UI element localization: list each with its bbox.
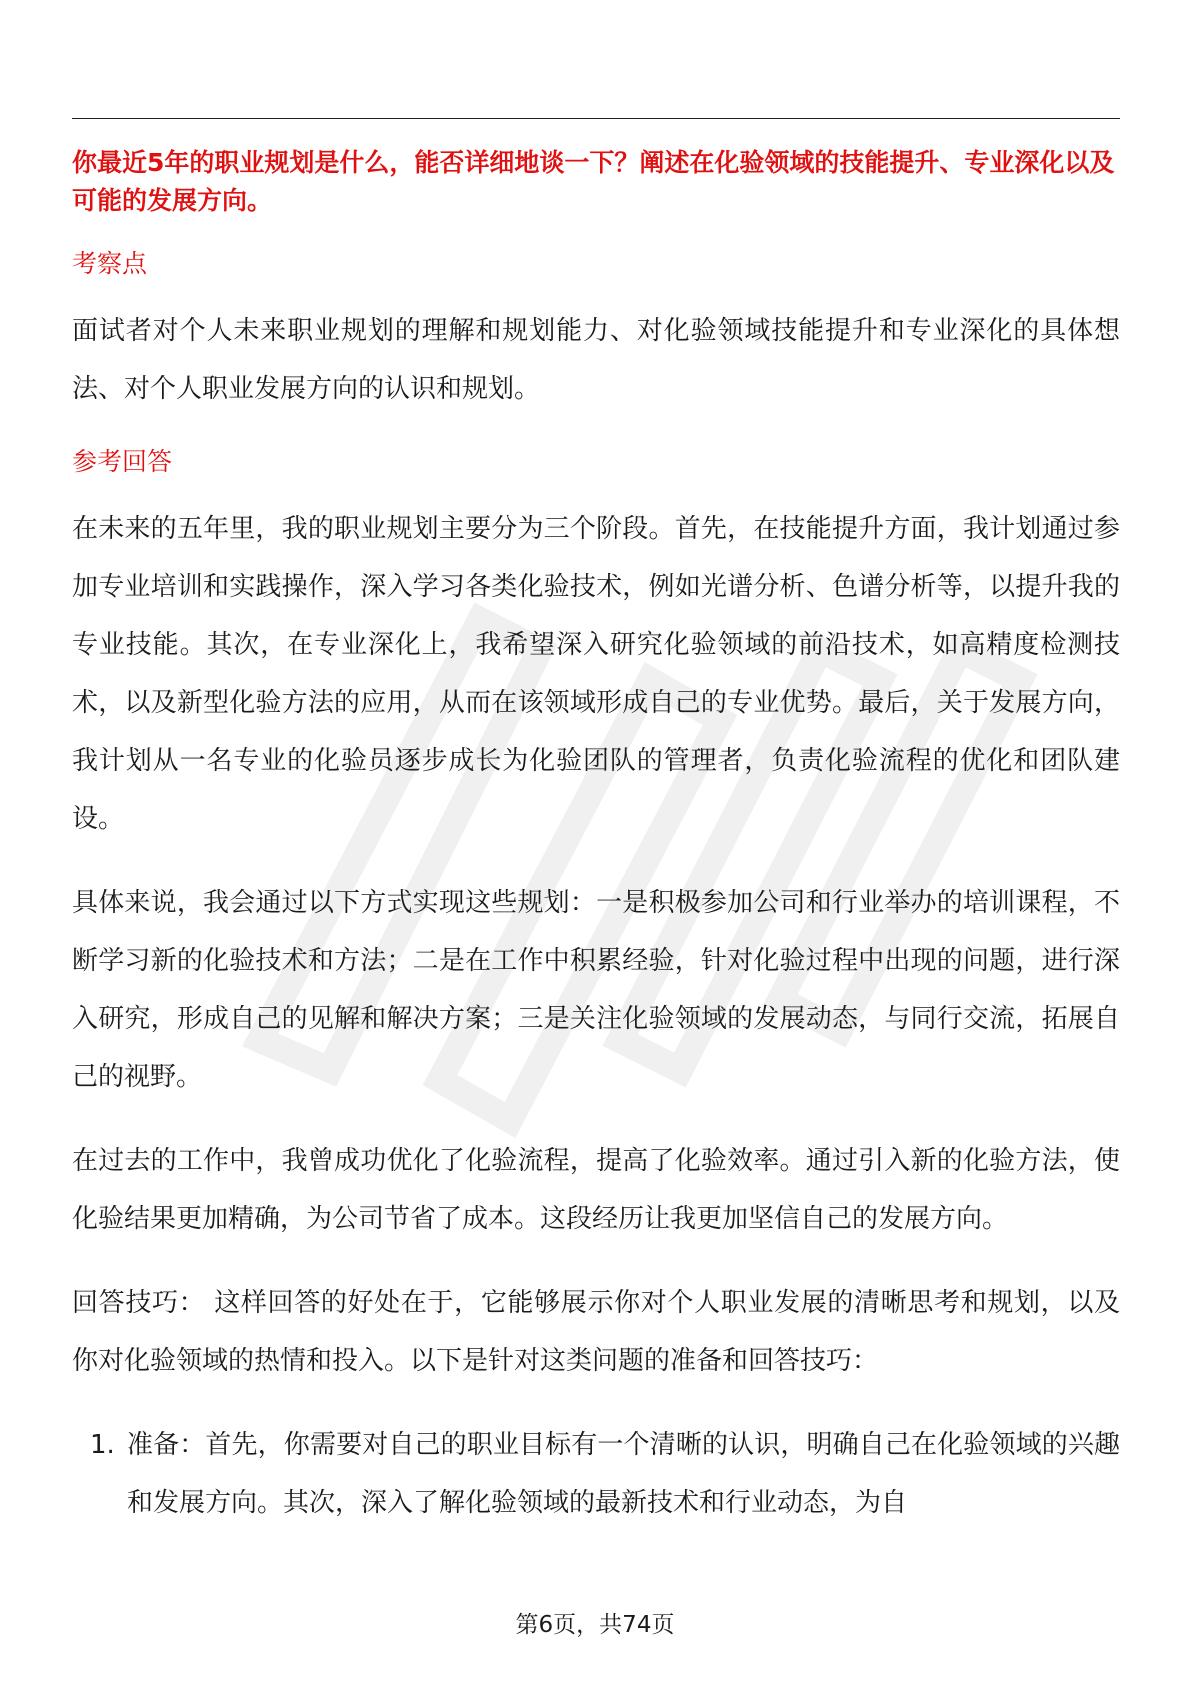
tips-list — [72, 1416, 1120, 1532]
list-item — [72, 1416, 1120, 1532]
list-item-number: 1. — [90, 1430, 115, 1460]
main-content — [72, 130, 1120, 1532]
answer-paragraph-1: 在未来的五年里，我的职业规划主要分为三个阶段。首先，在技能提升方面，我计划通过参加专业培训和实践操作，深入学习各类化验技术，例如光谱分析、色谱分析等，以提升我的专业技能。其次，在专业深化上，我希望深入研究化验领域的前沿技术，如高精度检测技术，以及新型化验方法的应用，从而在该领域形成自己的专业优势。最后，关于发展方向，我计划从一名专业的化验员逐步成长为化验团队的管理者，负责化验流程的优化和团队建设。 — [72, 514, 1120, 834]
question-heading: 你最近5年的职业规划是什么，能否详细地谈一下？阐述在化验领域的技能提升、专业深化以及可能的发展方向。 — [72, 148, 1115, 215]
tips-intro: 回答技巧： 这样回答的好处在于，它能够展示你对个人职业发展的清晰思考和规划，以及你对化验领域的热情和投入。以下是针对这类问题的准备和回答技巧： — [72, 1288, 1120, 1376]
focus-text: 面试者对个人未来职业规划的理解和规划能力、对化验领域技能提升和专业深化的具体想法、对个人职业发展方向的认识和规划。 — [72, 316, 1120, 404]
focus-title: 考察点 — [72, 249, 148, 278]
header-rule — [72, 118, 1120, 119]
answer-paragraph-3: 在过去的工作中，我曾成功优化了化验流程，提高了化验效率。通过引入新的化验方法，使化验结果更加精确，为公司节省了成本。这段经历让我更加坚信自己的发展方向。 — [72, 1146, 1120, 1234]
answer-paragraph-2: 具体来说，我会通过以下方式实现这些规划：一是积极参加公司和行业举办的培训课程，不断学习新的化验技术和方法；二是在工作中积累经验，针对化验过程中出现的问题，进行深入研究，形成自己的见解和解决方案；三是关注化验领域的发展动态，与同行交流，拓展自己的视野。 — [72, 888, 1120, 1092]
page-footer: 第6页，共74页 — [515, 1612, 675, 1638]
answer-title: 参考回答 — [72, 447, 173, 476]
list-item-text: 准备：首先，你需要对自己的职业目标有一个清晰的认识，明确自己在化验领域的兴趣和发展方向。其次，深入了解化验领域的最新技术和行业动态，为自 — [127, 1430, 1120, 1518]
